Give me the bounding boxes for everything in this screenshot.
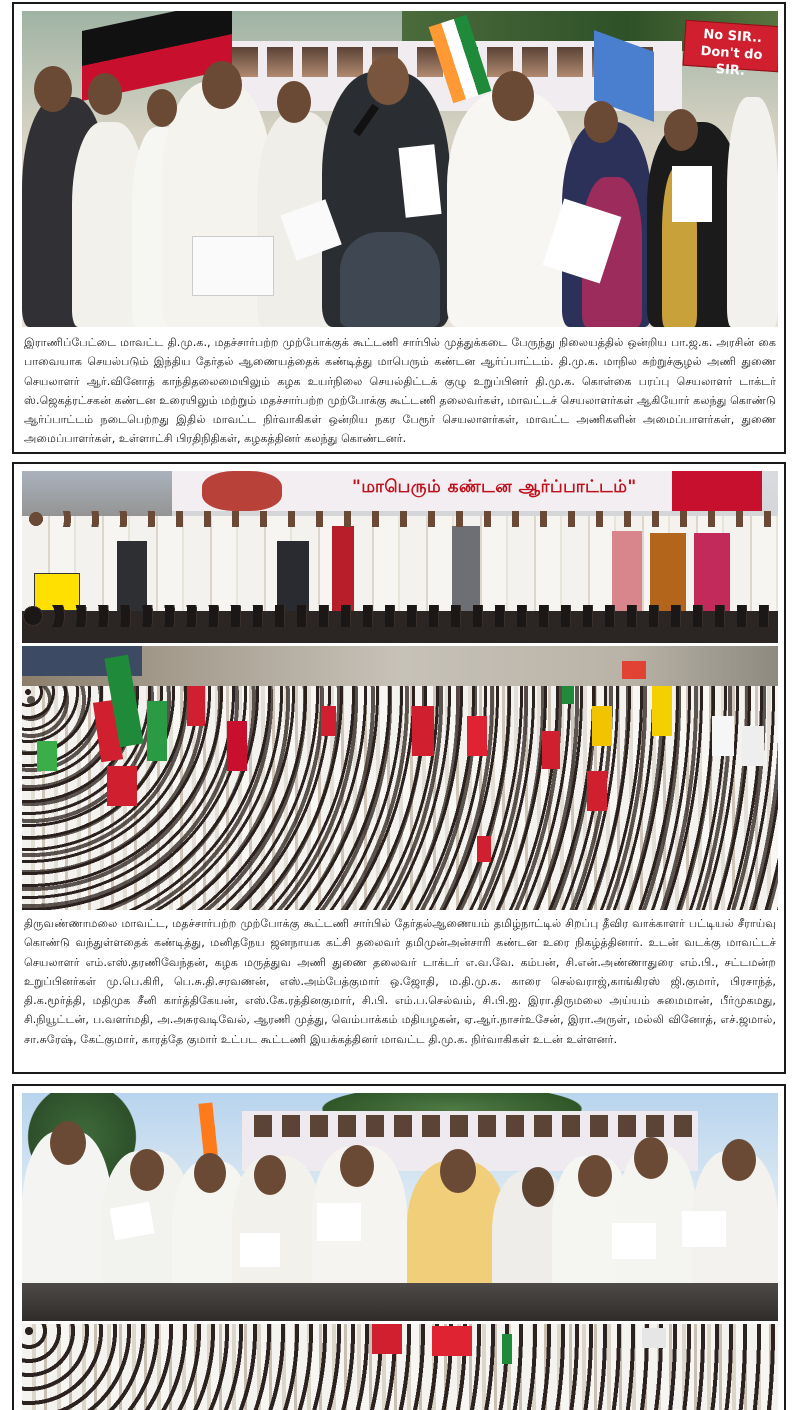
- protest-photo-2-crowd: [22, 646, 778, 910]
- stage-banner-text: "மாபெரும் கண்டன ஆர்ப்பாட்டம்": [352, 477, 637, 497]
- caption-2: திருவண்ணாமலை மாவட்ட, மதச்சார்பற்ற முற்போக்கு கூட்டணி சார்பில் தேர்தல்ஆணையம் தமிழ்நாட்டில் சிறப்பு தீவிர வாக்காளர் பட்டியல் சீராய்வு கொண்டு வந்துள்ளதைக் கண்டித்து, மனிதநேய ஜனநாயக கட்சி தலைவர் தமிமுன்அன்சாரி கண்டன உரை நிகழ்த்தினார். உடன் வடக்கு மாவட்டச் செயலாளர் எம்.எஸ்.தரணிவேந்தன், கழக மருத்துவ அணி துணை தலைவர் டாக்டர் எ.வ.வே. கம்பன், சி.என்.அண்ணாதுரை எம்.பி., சட்டமன்ற உறுப்பினர்கள் மு.பெ.கிரி, பெ.சு.தி.சரவணன், எஸ்.அம்பேத்குமார் ஒ.ஜோதி, ம.தி.மு.க. காரை செல்வராஜ்,காங்கிரஸ் ஜி.குமார், பிரசாந்த், தி.க.மூர்த்தி, மதிமுக சீனி கார்த்திகேயன், எஸ்.கே.ரத்தினகுமார், சி.பி. எம்.ப.செல்வம், சி.பி.ஐ. இரா.திருமலை அய்யம் சுமைமான், பீர்முகமது, சி.நியூட்டன், ப.வளர்மதி, அ.அசுரவடிவேல், ஆரணி முத்து, வெம்பாக்கம் மதியழகன், ஏ.ஆர்.நாசர்உசேன், இரா.அருள், மல்லி வினோத், எச்.ஜமால், சா.சுரேஷ், கேட்குமார், காரத்தே குமார் உட்பட கூட்டணி இயக்கத்தினர் மாவட்ட தி.மு.க. நிர்வாகிகள் உடன் உள்ளனர்.: [24, 917, 776, 1046]
- news-item-1: [12, 2, 786, 454]
- protest-photo-2-stage: [22, 471, 778, 643]
- protest-photo-3-leaders: [22, 1093, 778, 1321]
- caption-1: இராணிப்பேட்டை மாவட்ட தி.மு.க., மதச்சார்பற்ற முற்போக்குக் கூட்டணி சார்பில் முத்துக்கடை பேருந்து நிலையத்தில் ஒன்றிய பா.ஜ.க. அரசின் கை பாவையாக செயல்படும் இந்திய தேர்தல் ஆணையத்தைக் கண்டித்து மாபெரும் கண்டன ஆர்ப்பாட்டம். தி.மு.க. மாநில சுற்றுச்சூழல் அணி துணை செயலாளர் ஆர்.வினோத் காந்திதலைமையிலும் கழக உயர்நிலை செயல்திட்டக் குழு உறுப்பினர் தி.மு.க. கொள்கை பரப்பு செயலாளர் டாக்டர் ஸ்.ஜெகத்ரட்சகன் கண்டன உரையிலும் மற்றும் மதச்சார்பற்ற முற்போக்கு கூட்டணி தலைவர்கள், மாவட்டச் செயலாளர்கள் ஆகியோர் கலந்து கொண்டு ஆர்ப்பாட்டம் நடைபெற்றது இதில் மாவட்ட நிர்வாகிகள் ஒன்றிய நகர பேரூர் செயலாளர்கள், மாவட்ட அணிகளின் அமைப்பாளர்கள், துணை அமைப்பாளர்கள், உள்ளாட்சி பிரதிநிதிகள், கழகத்தினர் கலந்து கொண்டனர்.: [24, 336, 776, 446]
- no-sir-placard: No SIR.. Don't do SIR.: [683, 20, 778, 73]
- news-item-2: [12, 462, 786, 1074]
- protest-photo-1: [22, 11, 778, 327]
- news-item-3: [12, 1084, 786, 1410]
- protest-photo-3-crowd: [22, 1324, 778, 1410]
